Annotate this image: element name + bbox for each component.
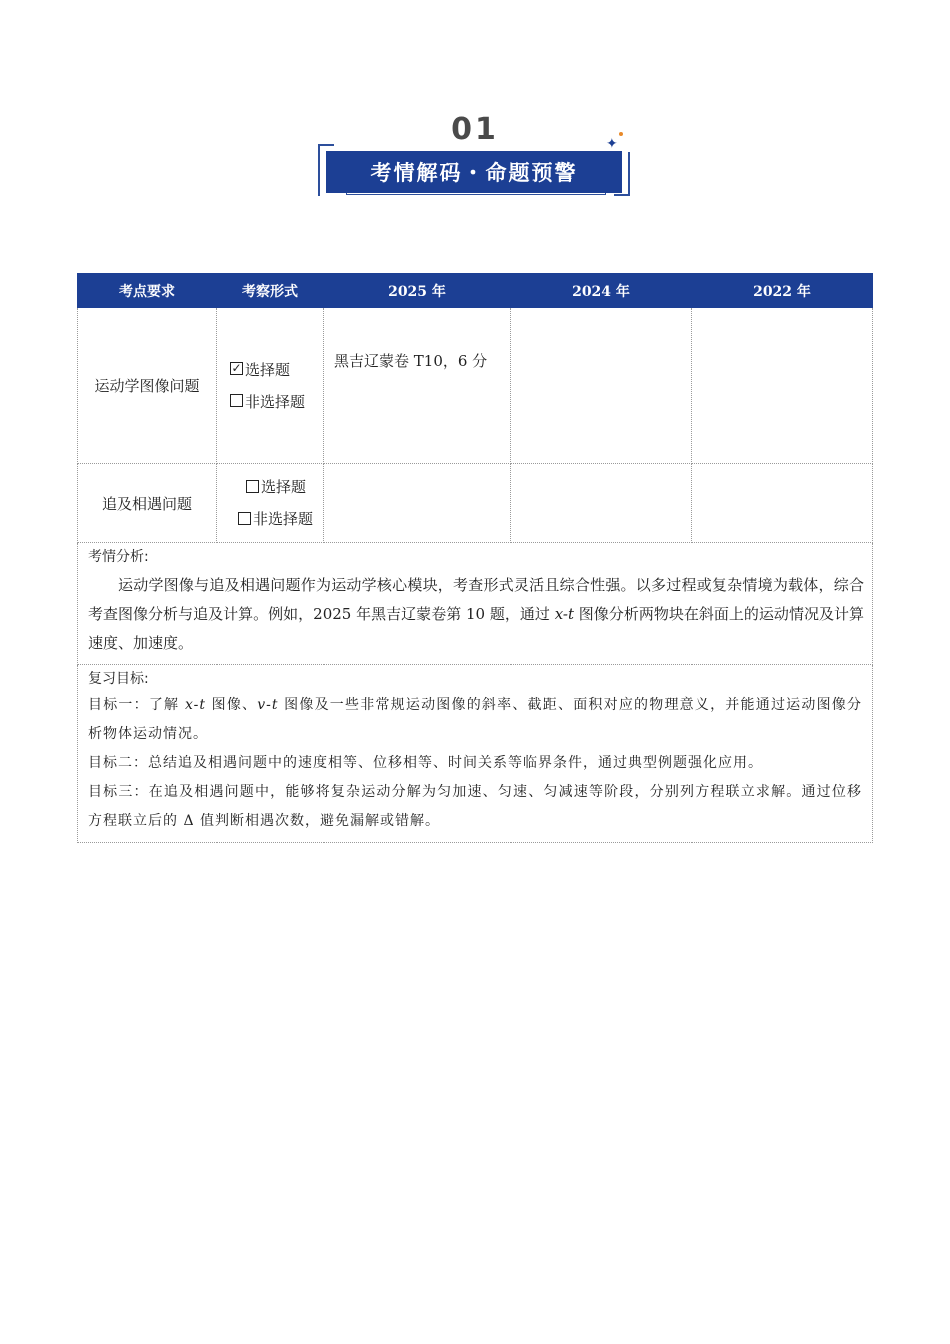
checkbox-icon	[246, 480, 259, 493]
analysis-row	[78, 543, 873, 665]
table-row	[78, 464, 873, 543]
topic-cell: 运动学图像问题	[78, 308, 217, 464]
analysis-paragraph: 运动学图像与追及相遇问题作为运动学核心模块，考查形式灵活且综合性强。以多过程或复杂情境为载体，综合考查图像分析与追及计算。例如，2025 年黑吉辽蒙卷第 10 题，通过 x-t 图像分析两物块在斜面上的运动情况及计算速度、加速度。	[88, 576, 864, 652]
column-header: 考察形式	[217, 274, 324, 308]
section-badge	[310, 108, 640, 203]
option-non-choice: 非选择题	[225, 503, 323, 535]
goal-item: 目标一：了解 x-t 图像、v-t 图像及一些非常规运动图像的斜率、截距、面积对应的物理意义，并能通过运动图像分析物体运动情况。	[88, 697, 862, 742]
column-header: 考点要求	[78, 274, 217, 308]
year-2024-cell	[511, 464, 692, 543]
column-header: 2025 年	[324, 274, 511, 308]
year-2022-cell	[692, 308, 873, 464]
dot-icon	[619, 132, 623, 136]
analysis-heading: 考情分析:	[88, 549, 149, 565]
form-cell	[217, 464, 324, 543]
checkbox-icon	[238, 512, 251, 525]
form-cell	[217, 308, 324, 464]
topic-cell: 追及相遇问题	[78, 464, 217, 543]
exam-analysis-table	[77, 273, 873, 843]
checkbox-icon	[230, 394, 243, 407]
goal-item: 目标二：总结追及相遇问题中的速度相等、位移相等、时间关系等临界条件，通过典型例题强化应用。	[88, 755, 763, 771]
column-header: 2022 年	[692, 274, 873, 308]
goals-row	[78, 665, 873, 843]
section-title: 考情解码・命题预警	[326, 151, 622, 193]
option-non-choice: 非选择题	[217, 386, 323, 418]
checkbox-checked-icon: ✓	[231, 361, 242, 375]
sparkle-icon: ✦	[606, 136, 618, 152]
column-header: 2024 年	[511, 274, 692, 308]
section-number: 01	[451, 112, 499, 147]
year-2025-cell	[324, 464, 511, 543]
goal-item: 目标三：在追及相遇问题中，能够将复杂运动分解为匀加速、匀速、匀减速等阶段，分别列方程联立求解。通过位移方程联立后的 Δ 值判断相遇次数，避免漏解或错解。	[88, 784, 862, 829]
table-row	[78, 308, 873, 464]
goals-list	[78, 689, 872, 842]
year-2025-cell: 黑吉辽蒙卷 T10，6 分	[324, 308, 511, 464]
year-2024-cell	[511, 308, 692, 464]
goals-heading: 复习目标:	[88, 671, 149, 687]
option-choice: ✓ 选择题	[231, 360, 291, 379]
table-header-row	[78, 274, 873, 308]
option-choice: 选择题	[225, 471, 323, 503]
year-2022-cell	[692, 464, 873, 543]
